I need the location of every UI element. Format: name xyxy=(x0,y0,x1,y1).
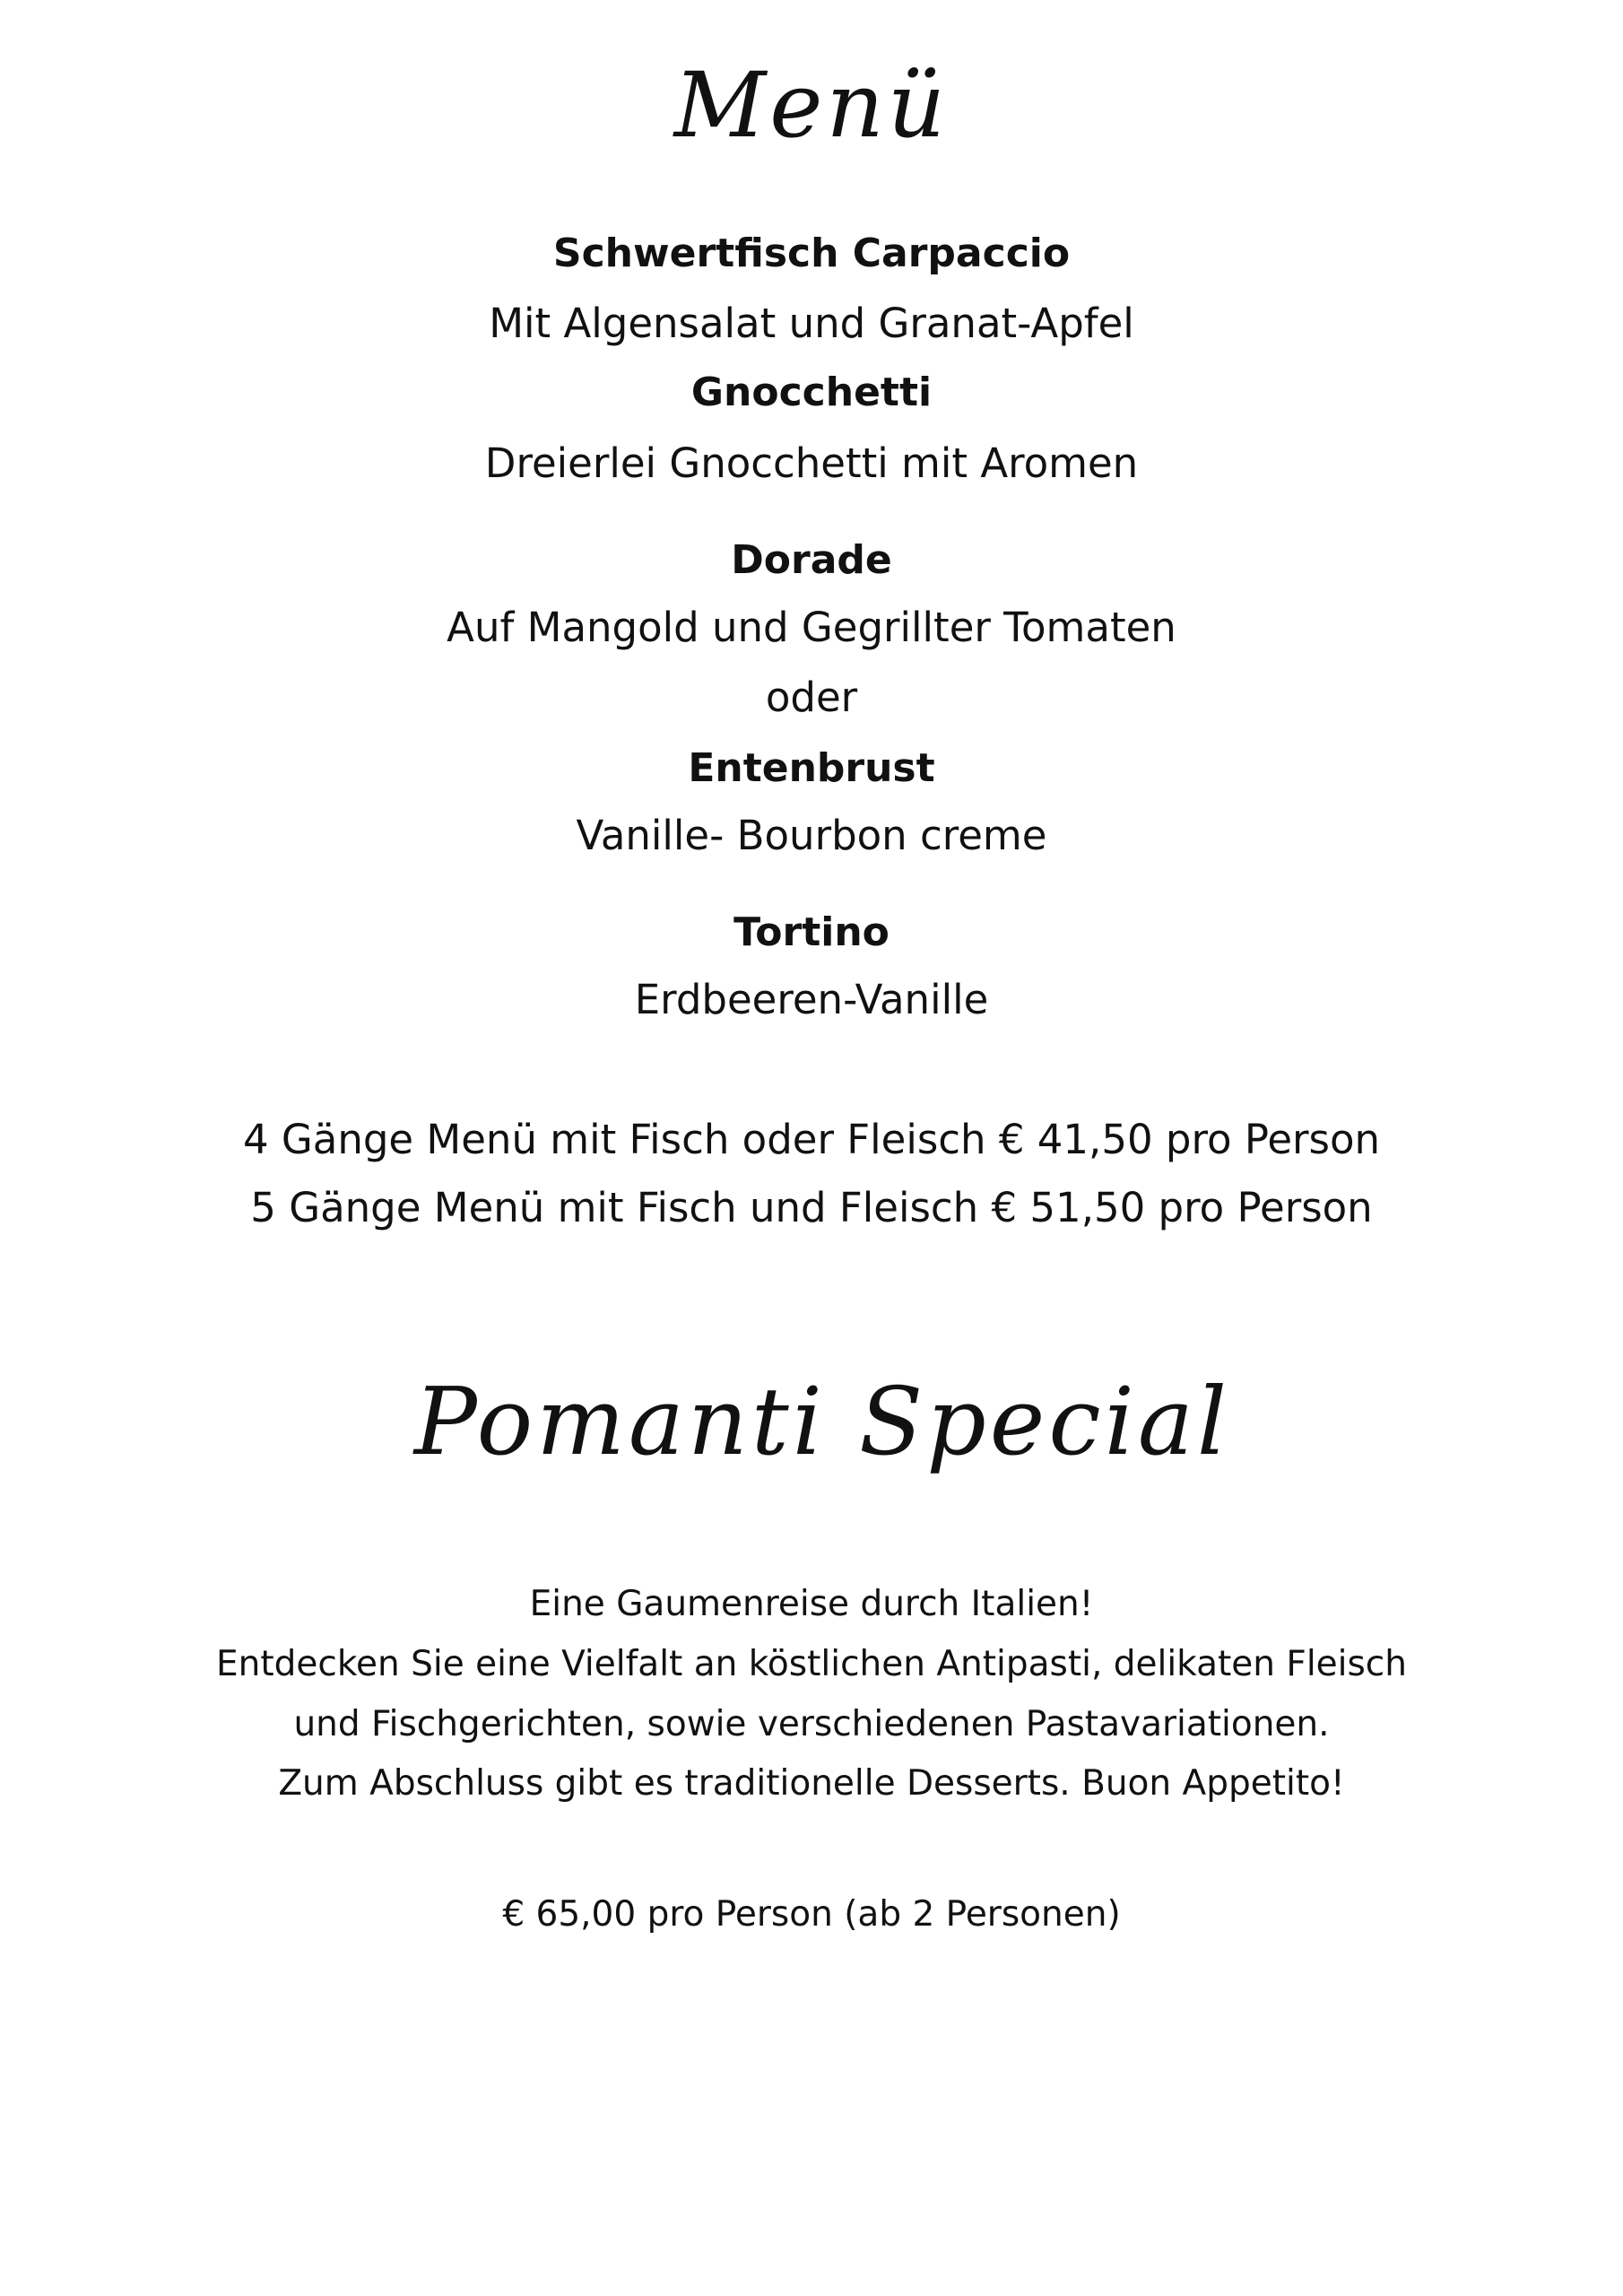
special-line: Eine Gaumenreise durch Italien! xyxy=(529,1584,1094,1624)
course-description-dorade: Auf Mangold und Gegrillter Tomaten xyxy=(447,604,1176,651)
course-description-gnocchetti: Dreierlei Gnocchetti mit Aromen xyxy=(484,439,1139,487)
menu-title: Menü xyxy=(673,53,950,158)
special-line: und Fischgerichten, sowie verschiedenen Pastavariationen. xyxy=(293,1704,1330,1744)
course-name-gnocchetti: Gnocchetti xyxy=(690,370,933,415)
course-name-carpaccio: Schwertfisch Carpaccio xyxy=(552,230,1071,276)
course-description-carpaccio: Mit Algensalat und Granat-Apfel xyxy=(489,300,1134,347)
special-line: Entdecken Sie eine Vielfalt an köstlichen Antipasti, delikaten Fleisch xyxy=(216,1644,1407,1684)
course-description-entenbrust: Vanille- Bourbon creme xyxy=(576,812,1047,859)
course-name-entenbrust: Entenbrust xyxy=(688,745,935,791)
course-separator-oder: oder xyxy=(765,674,858,721)
special-line: Zum Abschluss gibt es traditionelle Desserts. Buon Appetito! xyxy=(278,1763,1345,1804)
course-name-dorade: Dorade xyxy=(731,537,892,583)
special-title: Pomanti Special xyxy=(413,1367,1231,1476)
special-price: € 65,00 pro Person (ab 2 Personen) xyxy=(502,1894,1121,1935)
price-line-5-courses: 5 Gänge Menü mit Fisch und Fleisch € 51,50 pro Person xyxy=(250,1184,1373,1231)
price-line-4-courses: 4 Gänge Menü mit Fisch oder Fleisch € 41,50 pro Person xyxy=(242,1116,1381,1163)
course-name-tortino: Tortino xyxy=(733,909,890,955)
course-description-tortino: Erdbeeren-Vanille xyxy=(634,976,989,1023)
